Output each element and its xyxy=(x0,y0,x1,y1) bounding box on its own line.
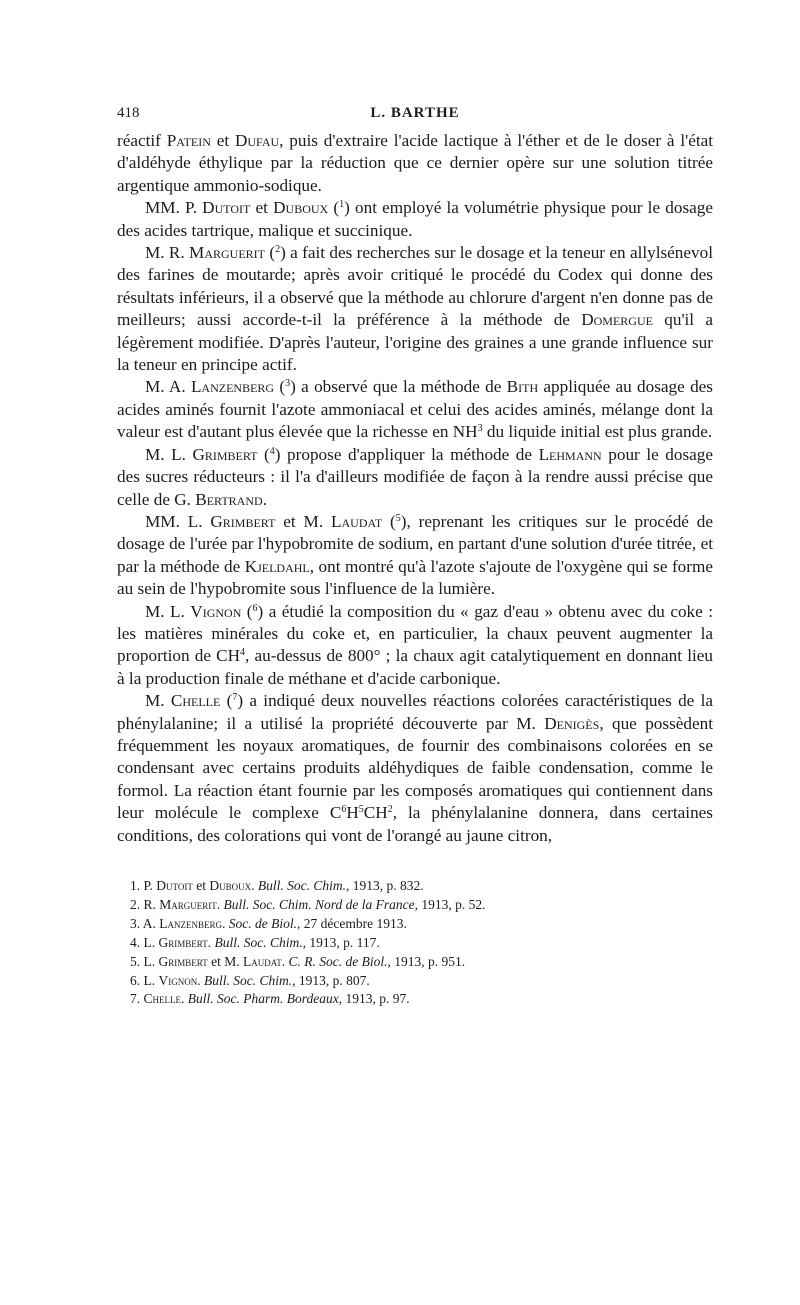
text-run: ( xyxy=(220,691,233,711)
text-run: M. L. xyxy=(145,444,193,464)
text-run: ) a observé que la méthode de xyxy=(290,377,507,397)
text-run: ) a fait des recherches sur le dosage et la teneur en allylsénevol des farines de moutarde; après avoir critiqué le procédé du Codex qui donne des résultats inférieurs, il a observé que la méthode au chlorure d'argent n'en donne pas de meilleurs; aussi accorde-t-il la préférence à la méthode de xyxy=(117,243,713,330)
author-name: Grimbert xyxy=(210,511,276,531)
reference-mark: 6 xyxy=(252,602,258,614)
text-run: 7. xyxy=(130,991,144,1007)
text-run: 5. L. xyxy=(130,953,159,969)
paragraph xyxy=(117,690,713,847)
author-name: Laudat xyxy=(331,511,383,531)
author-name: Vignon xyxy=(158,972,198,988)
text-run: . xyxy=(222,915,229,931)
reference-mark: 6 xyxy=(341,804,347,816)
author-name: Vignon xyxy=(190,601,242,621)
text-run: M. A. xyxy=(145,377,191,397)
author-name: Laudat xyxy=(242,953,282,969)
author-name: Chelle xyxy=(143,991,181,1007)
text-run: , 1913, p. 832. xyxy=(345,878,424,893)
text-run: ) a étudié la composition du « gaz d'eau » obtenu avec du coke : les matières minérales du coke et, en particulier, la chaux peuvent augmenter la proportion de CH xyxy=(117,601,714,666)
paragraph xyxy=(117,376,713,443)
text-run: . xyxy=(216,896,224,912)
paragraph xyxy=(117,511,713,601)
journal-title: Bull. Soc. Pharm. Bordeaux xyxy=(187,991,339,1007)
text-run: 1. P. xyxy=(130,878,157,893)
footnote xyxy=(130,896,713,915)
body-text xyxy=(117,130,713,847)
author-name: Duboux xyxy=(209,878,252,893)
text-run: H xyxy=(346,803,359,823)
author-name: Chelle xyxy=(170,691,221,711)
journal-title: Soc. de Biol. xyxy=(228,915,297,931)
author-name: Bith xyxy=(506,377,539,397)
text-run: , au-dessus de 800° ; la chaux agit catalytiquement en donnant lieu à la production finale de méthane et d'acide carbonique. xyxy=(117,646,713,688)
text-run: ( xyxy=(382,511,396,531)
reference-mark: 3 xyxy=(285,378,291,390)
reference-mark: 2 xyxy=(387,804,393,816)
paragraph xyxy=(117,130,713,197)
author-name: Dutoit xyxy=(156,878,193,893)
text-run: . xyxy=(281,953,289,969)
text-run: . xyxy=(197,972,204,988)
journal-title: Bull. Soc. Chim. xyxy=(214,934,303,950)
author-name: Lanzenberg xyxy=(190,377,275,397)
text-run: . xyxy=(181,991,188,1007)
text-run: ), reprenant les critiques sur le procédé de dosage de l'urée par l'hypobromite de sodium, en partant d'une solution d'urée titrée, et par la méthode de xyxy=(117,511,713,576)
journal-title: Bull. Soc. Chim. xyxy=(204,972,293,988)
text-run: et xyxy=(210,131,235,150)
author-name: Duboux xyxy=(273,198,329,218)
text-run: , la phénylalanine donnera, dans certaines conditions, des colorations qui vont de l'orangé au jaune citron, xyxy=(117,803,713,845)
reference-mark: 4 xyxy=(269,445,275,457)
text-run: ( xyxy=(241,601,253,621)
footnote xyxy=(130,877,713,896)
journal-title: Bull. Soc. Chim. xyxy=(257,878,346,893)
footnote xyxy=(130,990,713,1009)
text-run: , que possèdent fréquemment les noyaux aromatiques, de fournir des combinaisons colorées en se condensant avec certains produits aldéhydiques de faible condensation, comme le formol. La réaction étant fournie par les composés aromatiques qui contiennent dans leur molécule le complexe C xyxy=(117,713,713,823)
reference-mark: 5 xyxy=(358,804,364,816)
text-run: . xyxy=(251,878,258,893)
paragraph xyxy=(117,197,713,242)
reference-mark: 7 xyxy=(232,692,238,704)
text-run: , ont montré qu'à l'azote s'ajoute de l'oxygène qui se forme au sein de l'hypobromite sous l'influence de la lumière. xyxy=(117,556,713,599)
text-run: ( xyxy=(328,198,340,218)
footnote xyxy=(130,953,713,972)
text-run: , 1913, p. 951. xyxy=(387,953,466,969)
footnote xyxy=(130,934,713,953)
text-run: , 1913, p. 807. xyxy=(292,972,370,988)
text-run: 3. A. xyxy=(130,915,160,931)
text-run: , 27 décembre 1913. xyxy=(297,915,407,931)
author-name: Lanzenberg xyxy=(159,915,223,931)
author-name: Dutoit xyxy=(202,198,251,218)
paragraph xyxy=(117,444,713,511)
text-run: et xyxy=(250,198,274,218)
author-name: Grimbert xyxy=(158,953,208,969)
author-name: Domergue xyxy=(581,310,653,330)
text-run: . xyxy=(207,934,215,950)
reference-mark: 5 xyxy=(395,512,401,524)
author-name: Denigès xyxy=(544,713,600,733)
text-run: ( xyxy=(257,444,270,464)
footnote xyxy=(130,915,713,934)
text-run: réactif xyxy=(117,131,167,150)
text-run: MM. P. xyxy=(145,198,203,218)
text-run: ( xyxy=(274,377,286,397)
text-run: 6. L. xyxy=(130,972,159,988)
author-name: Lehmann xyxy=(538,444,602,464)
paragraph xyxy=(117,601,713,691)
text-run: M. R. xyxy=(145,243,190,263)
text-run: ) ont employé la volumétrie physique pour le dosage des acides tartrique, malique et succinique. xyxy=(117,198,713,240)
reference-mark: 3 xyxy=(477,423,483,435)
text-run: , 1913, p. 52. xyxy=(414,896,486,912)
page-header xyxy=(117,100,713,130)
reference-mark: 1 xyxy=(339,199,345,211)
author-name: Marguerit xyxy=(189,243,265,263)
page xyxy=(117,100,713,1009)
text-run: , 1913, p. 97. xyxy=(338,991,410,1007)
author-name: Marguerit xyxy=(159,896,217,912)
journal-title: C. R. Soc. de Biol. xyxy=(288,953,388,969)
text-run: CH xyxy=(363,803,388,823)
text-run: 2. R. xyxy=(130,896,160,912)
footnotes xyxy=(130,877,713,1009)
page-number: 418 xyxy=(117,105,140,121)
text-run: M. L. xyxy=(145,601,191,621)
text-run: du liquide initial est plus grande. xyxy=(482,422,713,442)
text-run: MM. L. xyxy=(145,511,211,531)
reference-mark: 2 xyxy=(275,244,281,256)
text-run: ) propose d'appliquer la méthode de xyxy=(274,444,539,464)
author-name: Grimbert xyxy=(192,444,258,464)
text-run: qu'il a légèrement modifiée. D'après l'auteur, l'origine des graines a une grande influence sur la teneur en principe actif. xyxy=(117,310,714,375)
text-run: , 1913, p. 117. xyxy=(302,934,380,950)
text-run: et M. xyxy=(207,953,243,969)
author-name: Grimbert xyxy=(158,934,208,950)
text-run: . xyxy=(262,489,267,509)
author-name: Kjeldahl xyxy=(244,556,310,576)
author-name: Patein xyxy=(166,131,211,150)
author-name: Bertrand xyxy=(195,489,263,509)
footnote xyxy=(130,972,713,991)
paragraph xyxy=(117,242,713,376)
text-run: , puis d'extraire l'acide lactique à l'éther et de le doser à l'état d'aldéhyde éthylique par la réduction que ce dernier opère sur une solution titrée argentique ammonio-sodique. xyxy=(117,131,714,195)
running-title: L. BARTHE xyxy=(370,105,460,121)
text-run: appliquée au dosage des acides aminés fournit l'azote ammoniacal et celui des acides aminés, mélange dont la valeur est d'autant plus élevée que la richesse en NH xyxy=(117,377,713,442)
reference-mark: 4 xyxy=(240,647,245,659)
text-run: M. xyxy=(145,691,171,711)
journal-title: Bull. Soc. Chim. Nord de la France xyxy=(223,896,415,912)
text-run: pour le dosage des sucres réducteurs : il l'a d'ailleurs modifiée de façon à la rendre aussi précise que celle de G. xyxy=(117,444,713,509)
text-run: et xyxy=(192,878,210,893)
text-run: 4. L. xyxy=(130,934,159,950)
text-run: ( xyxy=(264,243,276,263)
author-name: Dufau xyxy=(234,131,280,150)
text-run: ) a indiqué deux nouvelles réactions colorées caractéristiques de la phénylalanine; il a utilisé la propriété découverte par M. xyxy=(117,691,713,733)
text-run: et M. xyxy=(275,511,331,531)
